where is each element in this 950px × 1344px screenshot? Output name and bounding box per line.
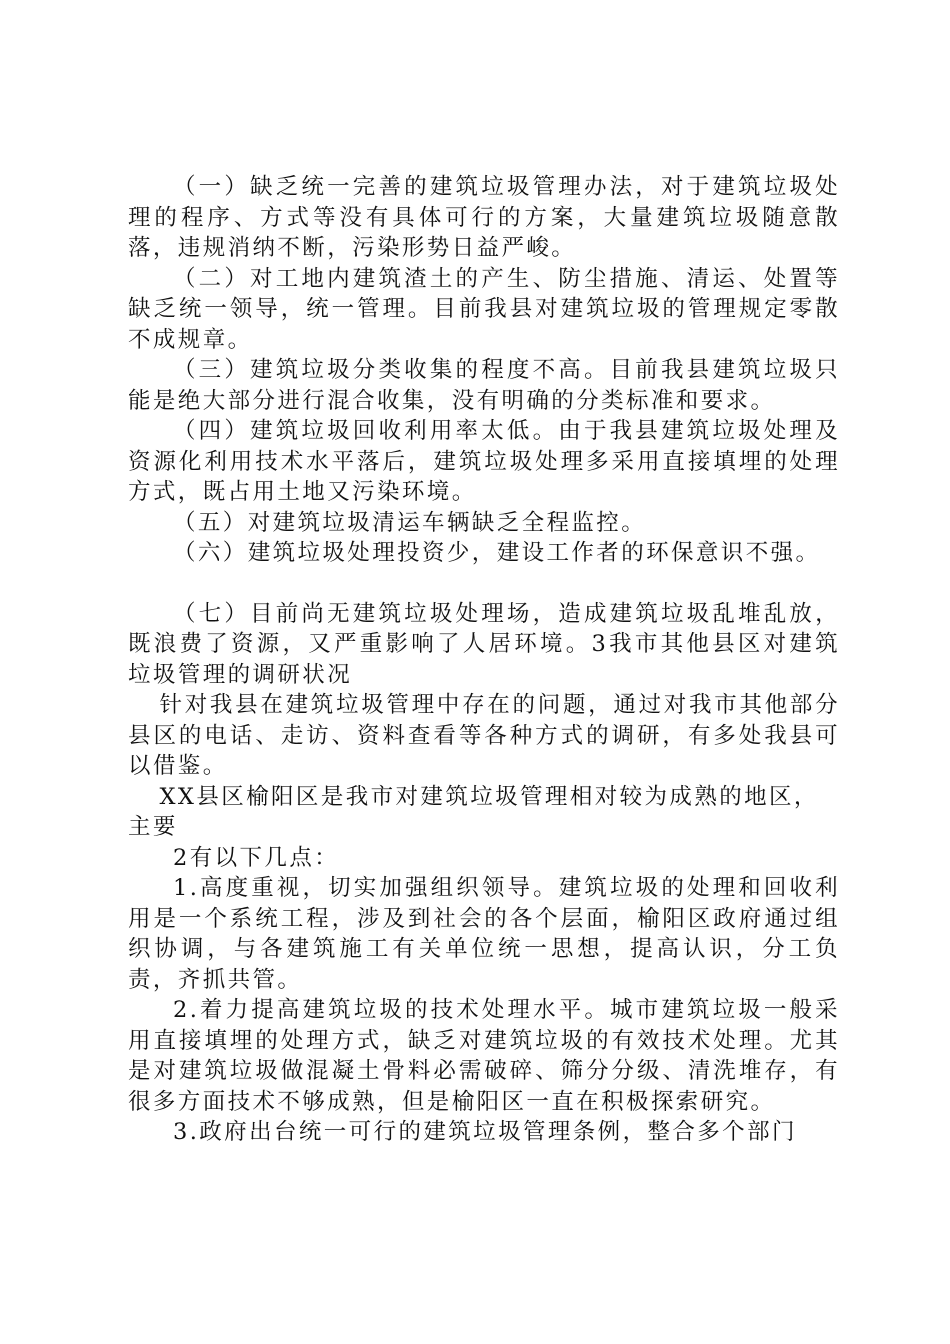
paragraph-point-3: 3.政府出台统一可行的建筑垃圾管理条例，整合多个部门 (173, 1119, 797, 1145)
paragraph-issue-4: （四）建筑垃圾回收利用率太低。由于我县建筑垃圾处理及资源化利用技术水平落后，建筑垃圾处理多采用直接填埋的处理方式，既占用土地又污染环境。 (128, 418, 840, 505)
paragraph-issue-6: （六）建筑垃圾处理投资少，建设工作者的环保意识不强。 (173, 540, 821, 566)
paragraph-point-1: 1.高度重视，切实加强组织领导。建筑垃圾的处理和回收利用是一个系统工程，涉及到社会的各个层面，榆阳区政府通过组织协调，与各建筑施工有关单位统一思想，提高认识，分工负责，齐抓共管。 (128, 875, 840, 993)
paragraph-research-intro: 针对我县在建筑垃圾管理中存在的问题，通过对我市其他部分县区的电话、走访、资料查看等各种方式的调研，有多处我县可以借鉴。 (128, 692, 840, 779)
paragraph-yuyang-intro: XX县区榆阳区是我市对建筑垃圾管理相对较为成熟的地区，主要 (128, 783, 819, 840)
paragraph-issue-1: （一）缺乏统一完善的建筑垃圾管理办法，对于建筑垃圾处理的程序、方式等没有具体可行的方案，大量建筑垃圾随意散落，违规消纳不断，污染形势日益严峻。 (128, 174, 840, 261)
paragraph-issue-7: （七）目前尚无建筑垃圾处理场，造成建筑垃圾乱堆乱放，既浪费了资源，又严重影响了人居环境。3我市其他县区对建筑垃圾管理的调研状况 (128, 600, 840, 688)
paragraph-points-heading: 2有以下几点： (173, 844, 340, 871)
document-page (128, 172, 840, 1148)
paragraph-issue-5: （五）对建筑垃圾清运车辆缺乏全程监控。 (173, 509, 647, 536)
paragraph-issue-3: （三）建筑垃圾分类收集的程度不高。目前我县建筑垃圾只能是绝大部分进行混合收集，没有明确的分类标准和要求。 (128, 357, 840, 414)
paragraph-point-2: 2.着力提高建筑垃圾的技术处理水平。城市建筑垃圾一般采用直接填埋的处理方式，缺乏对建筑垃圾的有效技术处理。尤其是对建筑垃圾做混凝土骨料必需破碎、筛分分级、清洗堆存，有很多方面技术不够成熟，但是榆阳区一直在积极探索研究。 (128, 997, 840, 1115)
paragraph-issue-2: （二）对工地内建筑渣土的产生、防尘措施、清运、处置等缺乏统一领导，统一管理。目前我县对建筑垃圾的管理规定零散不成规章。 (128, 265, 840, 353)
